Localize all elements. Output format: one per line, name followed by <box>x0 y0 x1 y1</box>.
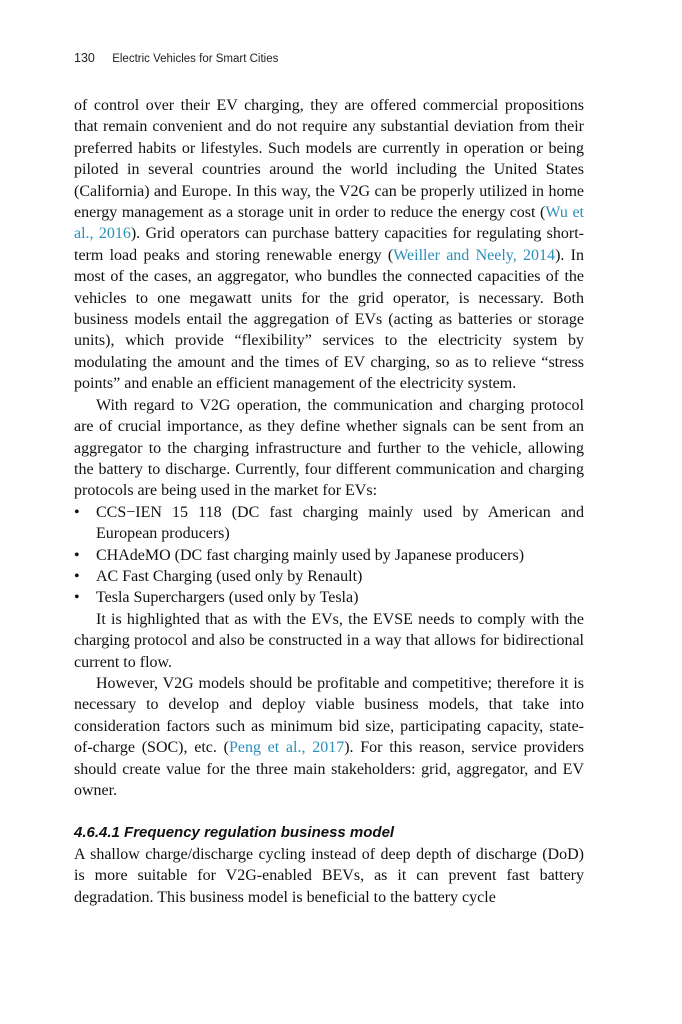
paragraph-1-text-a: of control over their EV charging, they are offered commercial propositions that remain convenient and do not require any substantial deviation from their preferred habits or lifestyles. Such models are currently in operation or being piloted in several countries around the world including the United States (California) and Europe. In this way, the V2G can be properly utilized in home energy management as a storage unit in order to reduce the energy cost ( <box>74 97 584 222</box>
list-item: • AC Fast Charging (used only by Renault) <box>74 566 584 587</box>
page-number: 130 <box>74 51 95 65</box>
citation-link[interactable]: Weiller and Neely, 2014 <box>393 246 556 264</box>
paragraph-2: With regard to V2G operation, the communication and charging protocol are of crucial importance, as they define whether signals can be sent from an aggregator to the charging infrastructure and further to the vehicle, allowing the battery to discharge. Currently, four different communication and charging protocols are being used in the market for EVs: <box>74 396 584 500</box>
paragraph-4-text-b: ). For this reason, service providers should create value for the three main stakeholders: grid, aggregator, and EV owner. <box>74 739 585 799</box>
paragraph-3: It is highlighted that as with the EVs, the EVSE needs to comply with the charging protocol and also be constructed in a way that allows for bidirectional current to flow. <box>74 610 584 671</box>
paragraph-1-text-b: ). Grid operators can purchase battery capacities for regulating short-term load peaks and storing renewable energy ( <box>74 225 585 264</box>
running-title: Electric Vehicles for Smart Cities <box>112 53 279 65</box>
paragraph-1-text-c: ). In most of the cases, an aggregator, who bundles the connected capacities of the vehicles to one megawatt units for the grid operator, is necessary. Both business models entail the aggregation of EVs (acting as batteries or storage units), which provide “flexibility” services to the electricity system by modulating the amount and the times of EV charging, so as to relieve “stress points” and enable an efficient management of the electricity system. <box>74 246 585 393</box>
list-item: • Tesla Superchargers (used only by Tesla) <box>74 587 584 608</box>
citation-link[interactable]: Wu et al., 2016 <box>74 204 584 243</box>
paragraph-1 <box>74 95 584 395</box>
article-body <box>74 95 584 908</box>
list-item: • CHAdeMO (DC fast charging mainly used by Japanese producers) <box>74 545 584 566</box>
paragraph-4 <box>74 673 584 801</box>
protocol-list <box>74 502 584 609</box>
section-paragraph: A shallow charge/discharge cycling instead of deep depth of discharge (DoD) is more suitable for V2G-enabled BEVs, as it can prevent fast battery degradation. This business model is beneficial to the battery cycle <box>74 845 584 906</box>
paragraph-4-text-a: However, V2G models should be profitable and competitive; therefore it is necessary to develop and deploy viable business models, that take into consideration factors such as minimum bid size, participating capacity, state-of-charge (SOC), etc. ( <box>74 674 584 757</box>
running-header <box>74 51 278 65</box>
section-heading: 4.6.4.1 Frequency regulation business model <box>74 824 395 842</box>
citation-link[interactable]: Peng et al., 2017 <box>228 739 345 757</box>
list-item: • CCS−IEN 15 118 (DC fast charging mainly used by American and European producers) <box>74 502 584 545</box>
